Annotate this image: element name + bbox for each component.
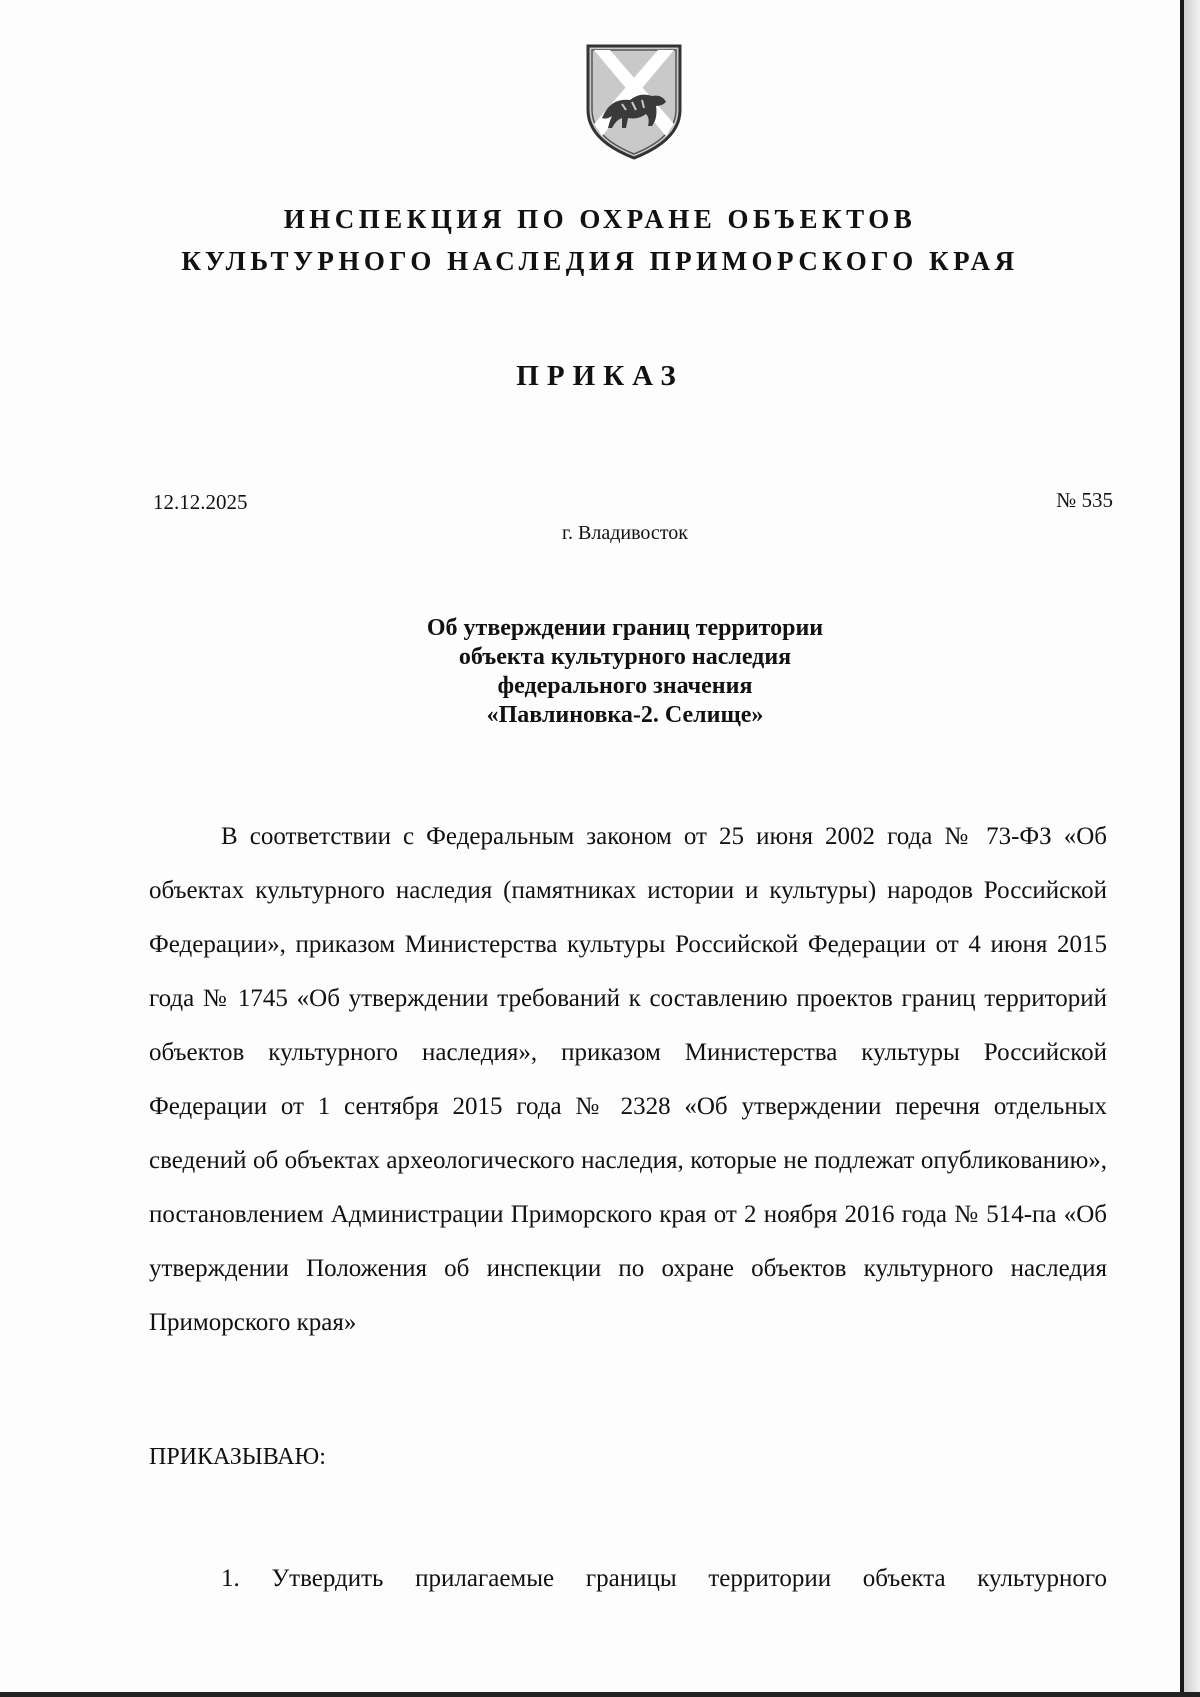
shield-emblem-icon [582, 40, 686, 162]
scan-shade-right [1184, 0, 1200, 1697]
coat-of-arms-icon [582, 40, 686, 162]
order-subject [0, 614, 1200, 730]
preamble-paragraph: В соответствии с Федеральным законом от 25 июня 2002 года № 73-ФЗ «Об объектах культурного наследия (памятниках истории и культуры) народов Российской Федерации», приказом Министерства культуры Российской Федерации от 4 июня 2015 года № 1745 «Об утверждении требований к составлению проектов границ территорий объектов культурного наследия», приказом Министерства культуры Российской Федерации от 1 сентября 2015 года № 2328 «Об утверждении перечня отдельных сведений об объектах археологического наследия, которые не подлежат опубликованию», постановлением Администрации Приморского края от 2 ноября 2016 года № 514-па «Об утверждении Положения об инспекции по охране объектов культурного наследия Приморского края» [149, 823, 1107, 1336]
order-item-1: 1. Утвердить прилагаемые границы территории объекта культурного [221, 1565, 1107, 1592]
subject-line-1: Об утверждении границ территории [426, 615, 824, 641]
order-number: № 535 [1056, 488, 1113, 512]
subject-line-3: федерального значения [497, 673, 753, 699]
header-line-2: КУЛЬТУРНОГО НАСЛЕДИЯ ПРИМОРСКОГО КРАЯ [181, 246, 1019, 276]
scan-edge-bottom [0, 1692, 1200, 1697]
organization-header [0, 198, 1200, 282]
order-title: ПРИКАЗ [516, 360, 684, 392]
order-date: 12.12.2025 [153, 490, 248, 514]
subject-line-2: объекта культурного наследия [458, 644, 792, 670]
subject-line-4: «Павлиновка-2. Селище» [486, 702, 764, 728]
header-line-1: ИНСПЕКЦИЯ ПО ОХРАНЕ ОБЪЕКТОВ [283, 204, 917, 234]
order-city: г. Владивосток [562, 522, 688, 544]
decree-heading: ПРИКАЗЫВАЮ: [149, 1444, 326, 1470]
